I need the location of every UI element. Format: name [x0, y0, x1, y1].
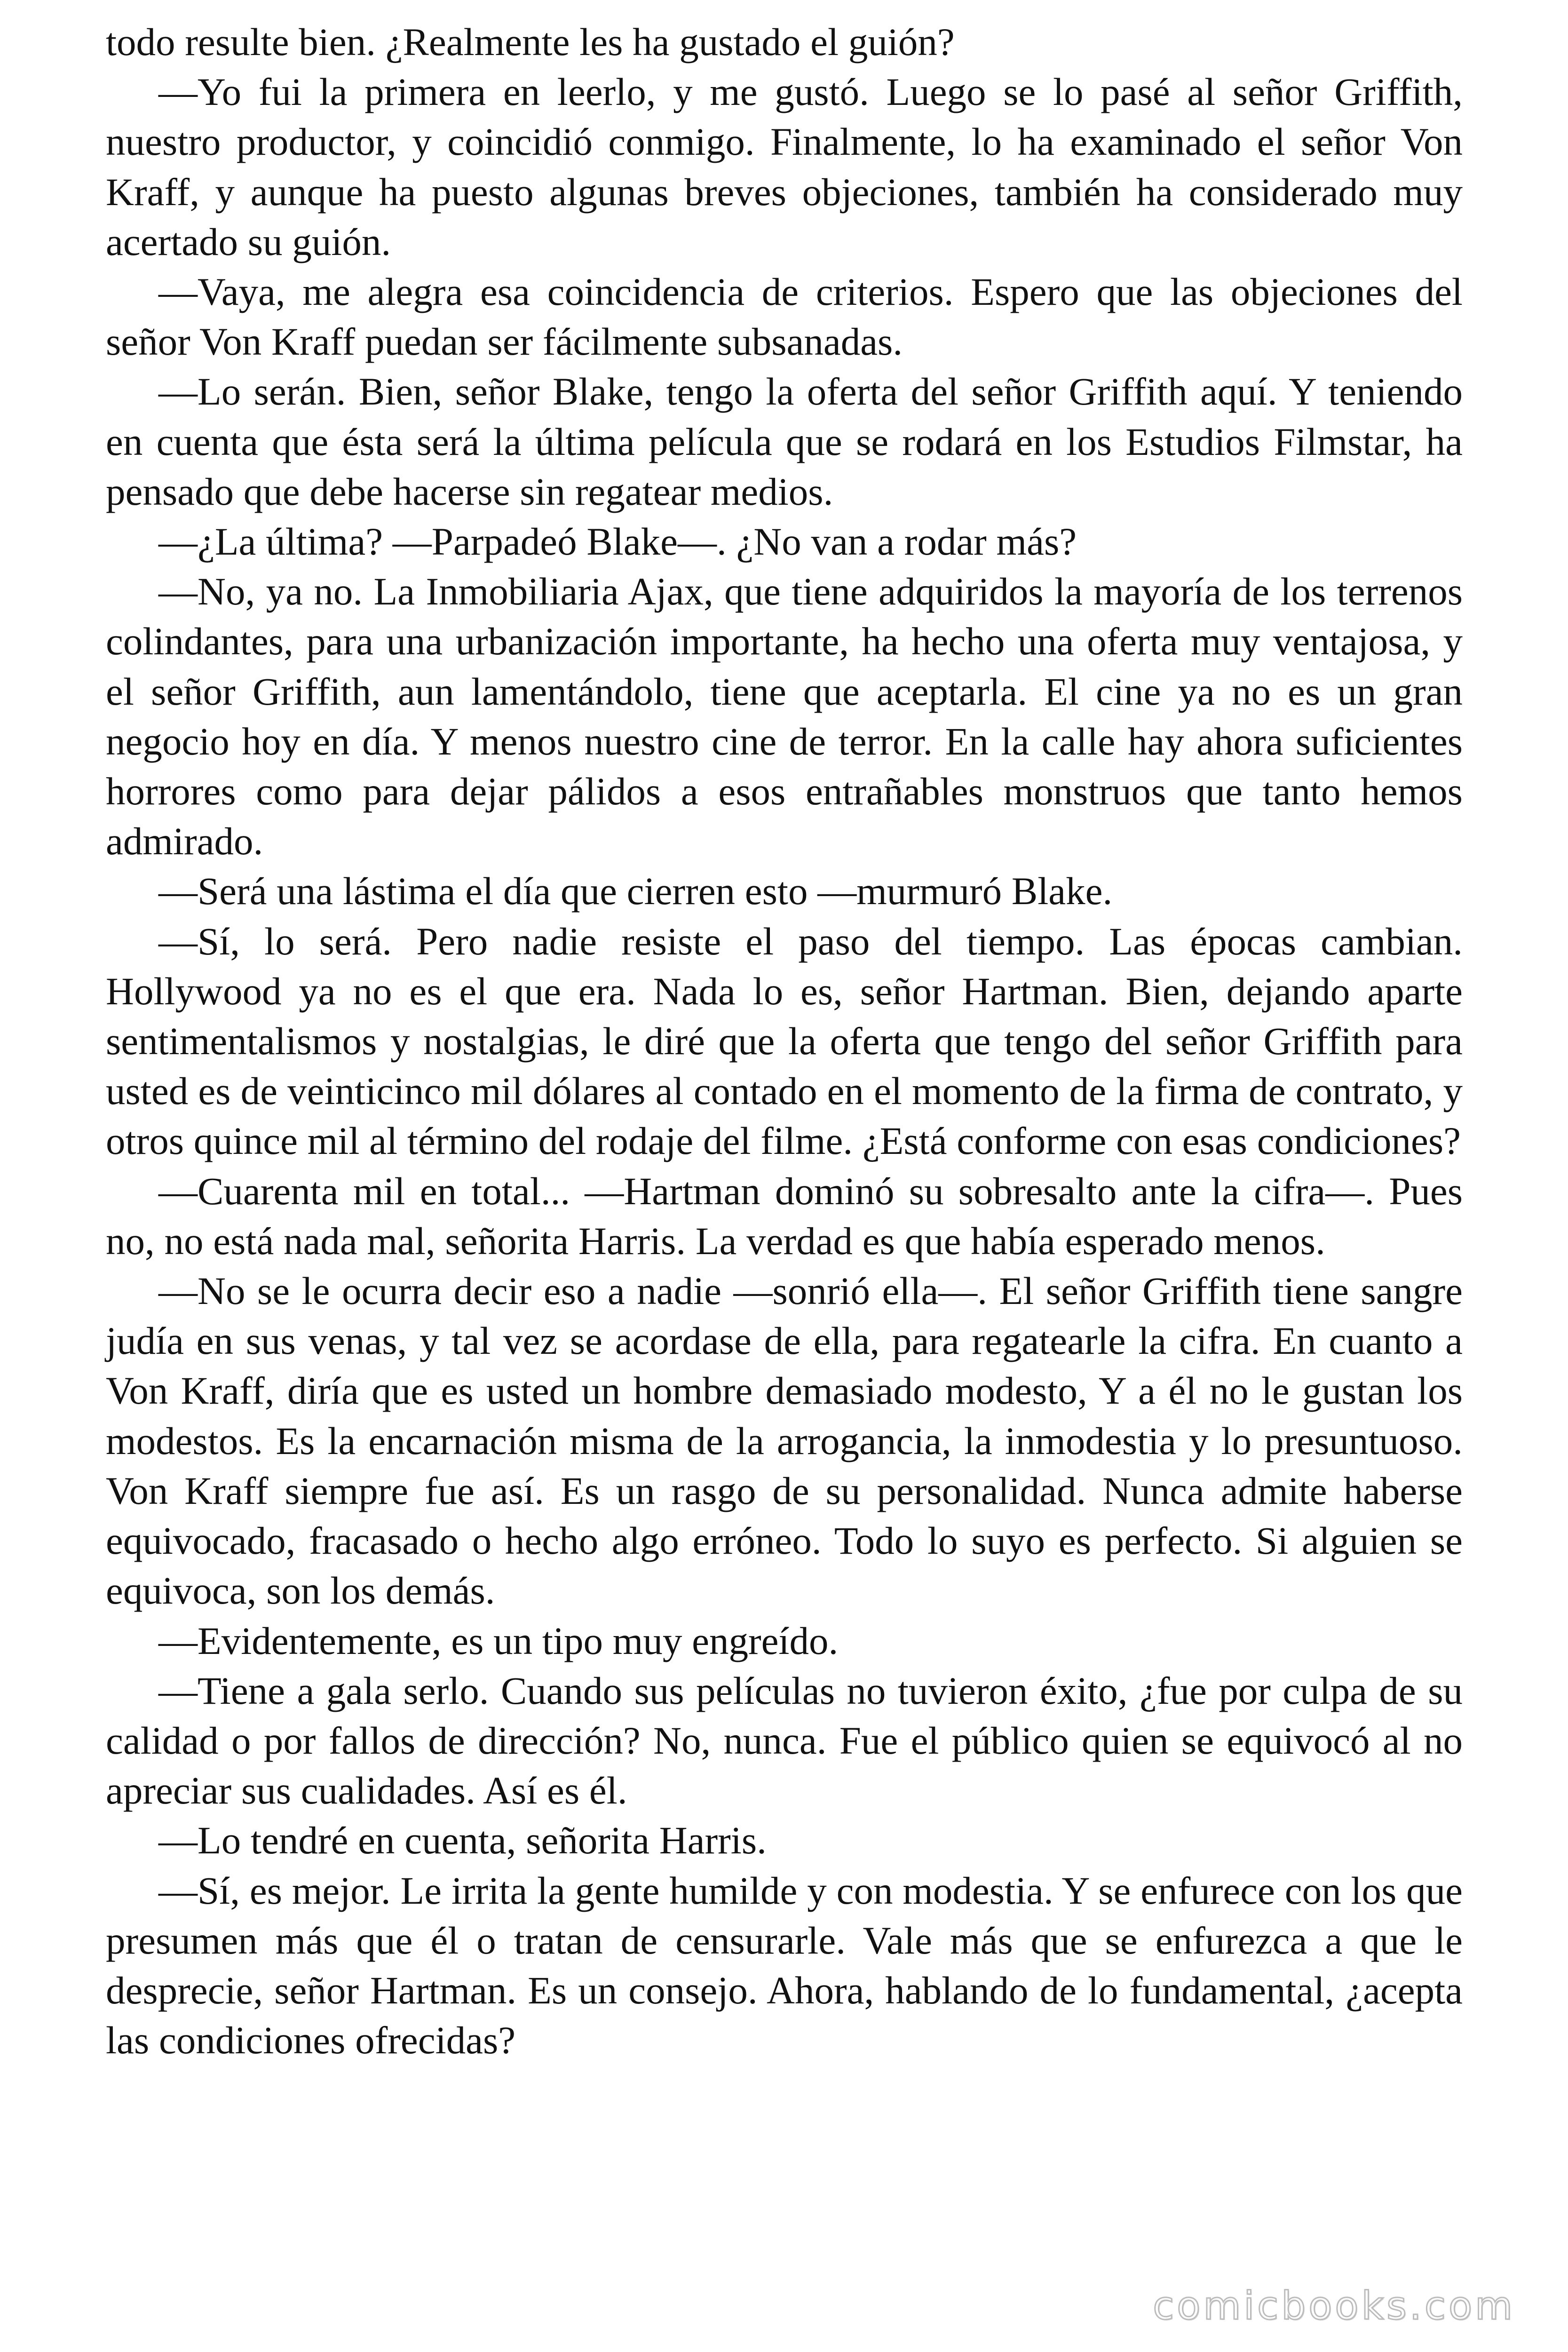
watermark: comicbooks.com — [1153, 2284, 1515, 2328]
paragraph: —Será una lástima el día que cierren esto —murmuró Blake. — [158, 869, 1113, 913]
paragraph: —Sí, lo será. Pero nadie resiste el paso del tiempo. Las épocas cambian. Hollywood ya no es el que era. Nada lo es, señor Hartman. Bien, dejando aparte sentimentalismos y nostalgias, le diré que la oferta que tengo del señor Griffith para usted es de veinticinco mil dólares al contado en el momento de la firma de contrato, y otros quince mil al término del rodaje del filme. ¿Está conforme con esas condiciones? — [106, 919, 1463, 1163]
book-page-body — [106, 17, 1463, 2065]
paragraph: —Tiene a gala serlo. Cuando sus películas no tuvieron éxito, ¿fue por culpa de su calidad o por fallos de dirección? No, nunca. Fue el público quien se equivocó al no apreciar sus cualidades. Así es él. — [106, 1669, 1463, 1812]
paragraph: —No se le ocurra decir eso a nadie —sonrió ella—. El señor Griffith tiene sangre judía en sus venas, y tal vez se acordase de ella, para regatearle la cifra. En cuanto a Von Kraff, diría que es usted un hombre demasiado modesto, Y a él no le gustan los modestos. Es la encarnación misma de la arrogancia, la inmodestia y lo presuntuoso. Von Kraff siempre fue así. Es un rasgo de su personalidad. Nunca admite haberse equivocado, fracasado o hecho algo erróneo. Todo lo suyo es perfecto. Si alguien se equivoca, son los demás. — [106, 1269, 1463, 1613]
paragraph: —No, ya no. La Inmobiliaria Ajax, que tiene adquiridos la mayoría de los terrenos colindantes, para una urbanización importante, ha hecho una oferta muy ventajosa, y el señor Griffith, aun lamentándolo, tiene que aceptarla. El cine ya no es un gran negocio hoy en día. Y menos nuestro cine de terror. En la calle hay ahora suficientes horrores como para dejar pálidos a esos entrañables monstruos que tanto hemos admirado. — [106, 570, 1463, 863]
paragraph: todo resulte bien. ¿Realmente les ha gustado el guión? — [106, 20, 955, 64]
paragraph: —¿La última? —Parpadeó Blake—. ¿No van a rodar más? — [158, 520, 1077, 564]
paragraph: —Sí, es mejor. Le irrita la gente humilde y con modestia. Y se enfurece con los que presumen más que él o tratan de censurarle. Vale más que se enfurezca a que le desprecie, señor Hartman. Es un consejo. Ahora, hablando de lo fundamental, ¿acepta las condiciones ofrecidas? — [106, 1868, 1463, 2062]
paragraph: —Yo fui la primera en leerlo, y me gustó. Luego se lo pasé al señor Griffith, nuestro productor, y coincidió conmigo. Finalmente, lo ha examinado el señor Von Kraff, y aunque ha puesto algunas breves objeciones, también ha considerado muy acertado su guión. — [106, 70, 1463, 263]
paragraph: —Evidentemente, es un tipo muy engreído. — [158, 1619, 839, 1662]
paragraph: —Lo serán. Bien, señor Blake, tengo la oferta del señor Griffith aquí. Y teniendo en cuenta que ésta será la última película que se rodará en los Estudios Filmstar, ha pensado que debe hacerse sin regatear medios. — [106, 370, 1463, 513]
paragraph: —Cuarenta mil en total... —Hartman dominó su sobresalto ante la cifra—. Pues no, no está nada mal, señorita Harris. La verdad es que había esperado menos. — [106, 1169, 1463, 1263]
paragraph: —Vaya, me alegra esa coincidencia de criterios. Espero que las objeciones del señor Von Kraff puedan ser fácilmente subsanadas. — [106, 270, 1463, 364]
paragraph: —Lo tendré en cuenta, señorita Harris. — [158, 1819, 767, 1862]
